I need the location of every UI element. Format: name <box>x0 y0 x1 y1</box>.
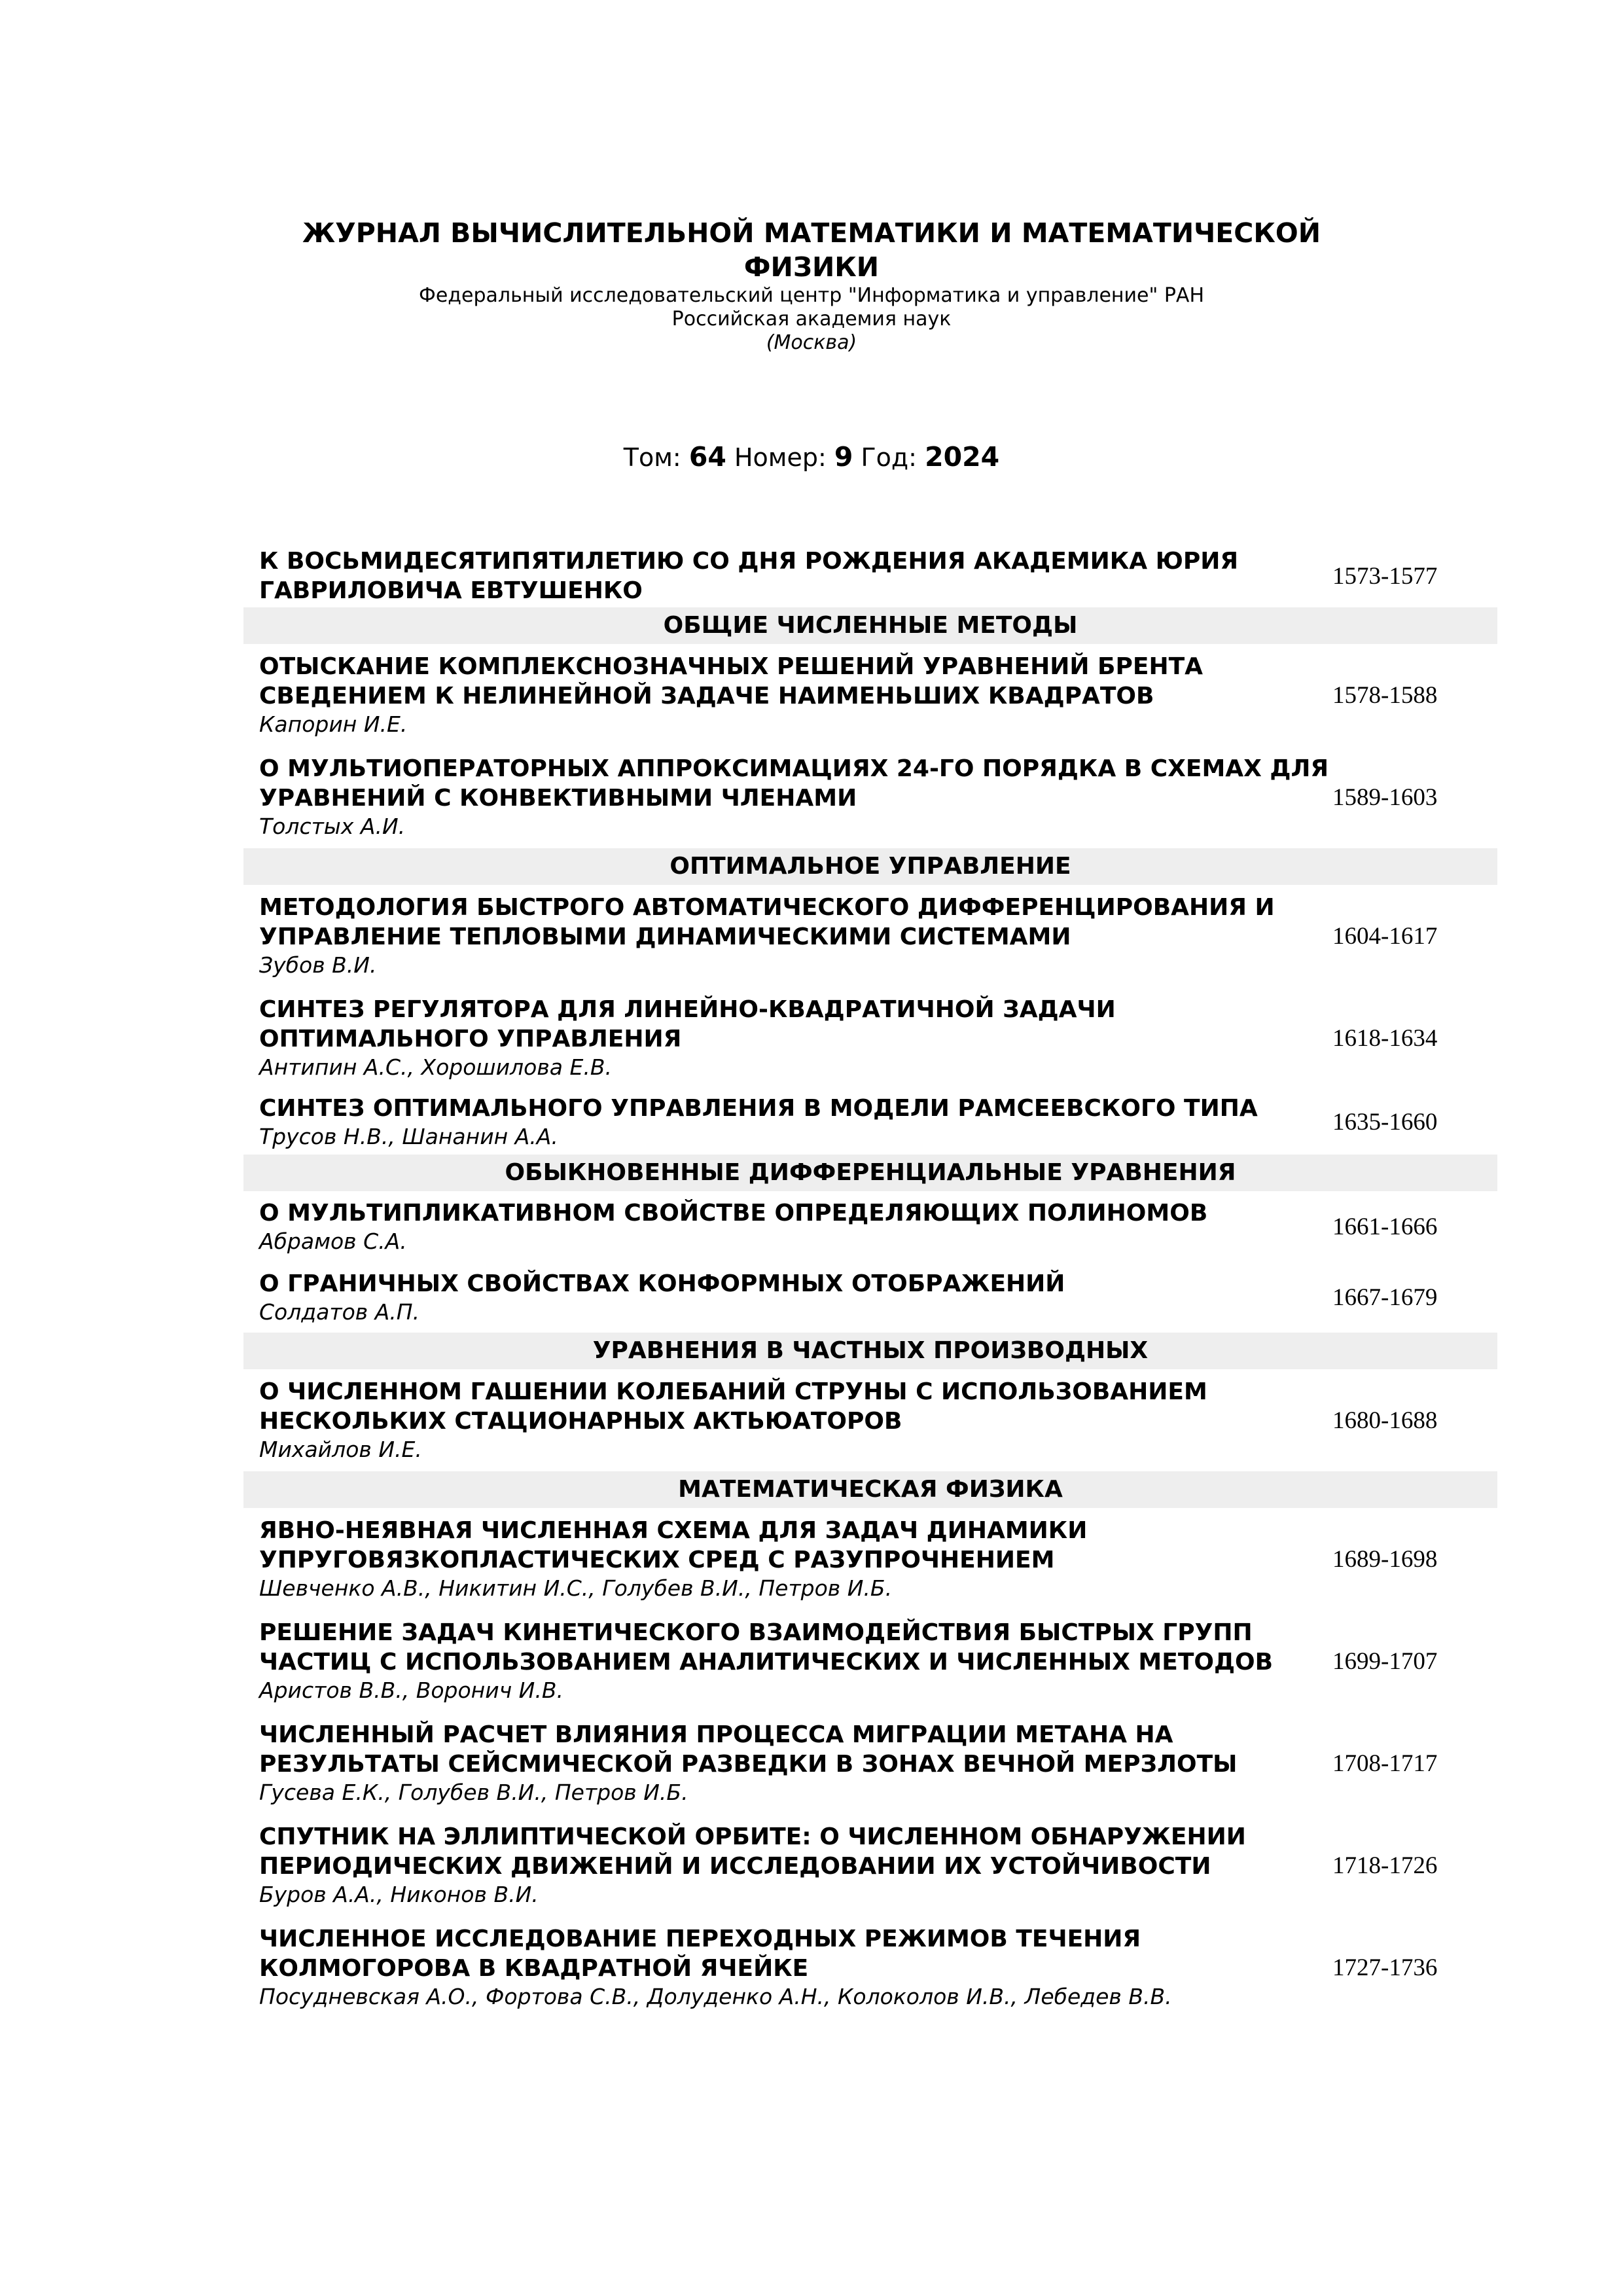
section-heading: МАТЕМАТИЧЕСКАЯ ФИЗИКА <box>243 1471 1497 1508</box>
toc-entry[interactable] <box>243 1191 1497 1262</box>
toc-entry-text <box>243 1269 1332 1326</box>
article-pages: 1727-1736 <box>1332 1954 1438 1981</box>
volume-value: 64 <box>688 441 726 473</box>
toc-entry-text <box>243 652 1332 738</box>
article-pages: 1667-1679 <box>1332 1283 1438 1311</box>
toc-entry-text <box>243 754 1332 840</box>
journal-title-line-1: ЖУРНАЛ ВЫЧИСЛИТЕЛЬНОЙ МАТЕМАТИКИ И МАТЕМАТИЧЕСКОЙ <box>302 217 1321 249</box>
article-authors: Посудневская А.О., Фортова С.В., Долуденко А.Н., Колоколов И.В., Лебедев В.В. <box>259 1984 1172 2009</box>
volume-label: Том: <box>623 443 681 472</box>
toc-entry[interactable] <box>243 1916 1497 2018</box>
article-authors: Буров А.А., Никонов В.И. <box>259 1882 539 1907</box>
article-authors: Абрамов С.А. <box>259 1228 407 1254</box>
article-authors: Трусов Н.В., Шананин А.А. <box>259 1123 558 1149</box>
toc-entry[interactable] <box>243 1508 1497 1610</box>
city: (Москва) <box>766 331 857 354</box>
toc-entry-text <box>243 1094 1332 1151</box>
article-authors: Гусева Е.К., Голубев В.И., Петров И.Б. <box>259 1780 688 1805</box>
article-pages: 1635-1660 <box>1332 1108 1438 1136</box>
number-label: Номер: <box>734 443 827 472</box>
toc-entry[interactable] <box>243 885 1497 987</box>
article-pages: 1680-1688 <box>1332 1407 1438 1434</box>
toc-entry[interactable] <box>243 1089 1497 1155</box>
article-title[interactable]: ЯВНО-НЕЯВНАЯ ЧИСЛЕННАЯ СХЕМА ДЛЯ ЗАДАЧ ДИНАМИКИ УПРУГОВЯЗКОПЛАСТИЧЕСКИХ СРЕД С РАЗУПРОЧНЕНИЕМ <box>259 1517 1088 1573</box>
table-of-contents <box>243 545 1497 2018</box>
toc-entry-text <box>243 1618 1332 1704</box>
article-title[interactable]: ОТЫСКАНИЕ КОМПЛЕКСНОЗНАЧНЫХ РЕШЕНИЙ УРАВНЕНИЙ БРЕНТА СВЕДЕНИЕМ К НЕЛИНЕЙНОЙ ЗАДАЧЕ НАИМЕНЬШИХ КВАДРАТОВ <box>259 653 1203 709</box>
toc-entry[interactable] <box>243 644 1497 746</box>
journal-title-line-2: ФИЗИКИ <box>743 251 880 283</box>
article-title[interactable]: О ГРАНИЧНЫХ СВОЙСТВАХ КОНФОРМНЫХ ОТОБРАЖЕНИЙ <box>259 1270 1065 1297</box>
toc-entry[interactable] <box>243 1610 1497 1712</box>
article-title[interactable]: ЧИСЛЕННЫЙ РАСЧЕТ ВЛИЯНИЯ ПРОЦЕССА МИГРАЦИИ МЕТАНА НА РЕЗУЛЬТАТЫ СЕЙСМИЧЕСКОЙ РАЗВЕДКИ В ЗОНАХ ВЕЧНОЙ МЕРЗЛОТЫ <box>259 1721 1238 1778</box>
toc-entry-intro[interactable] <box>243 545 1497 607</box>
article-title[interactable]: СИНТЕЗ ОПТИМАЛЬНОГО УПРАВЛЕНИЯ В МОДЕЛИ РАМСЕЕВСКОГО ТИПА <box>259 1094 1258 1122</box>
article-authors: Шевченко А.В., Никитин И.С., Голубев В.И., Петров И.Б. <box>259 1575 893 1601</box>
article-pages: 1618-1634 <box>1332 1024 1438 1052</box>
article-pages: 1718-1726 <box>1332 1852 1438 1879</box>
journal-title <box>0 216 1623 355</box>
toc-entry-text <box>243 1822 1332 1909</box>
article-title[interactable]: О МУЛЬТИПЛИКАТИВНОМ СВОЙСТВЕ ОПРЕДЕЛЯЮЩИХ ПОЛИНОМОВ <box>259 1199 1208 1227</box>
toc-entry[interactable] <box>243 1369 1497 1471</box>
article-title[interactable]: ЧИСЛЕННОЕ ИССЛЕДОВАНИЕ ПЕРЕХОДНЫХ РЕЖИМОВ ТЕЧЕНИЯ КОЛМОГОРОВА В КВАДРАТНОЙ ЯЧЕЙКЕ <box>259 1926 1141 1982</box>
toc-entry-text <box>243 1924 1332 2011</box>
article-pages: 1689-1698 <box>1332 1545 1438 1573</box>
toc-entry-text <box>243 1720 1332 1806</box>
year-value: 2024 <box>925 441 1000 473</box>
article-authors: Михайлов И.Е. <box>259 1437 422 1462</box>
article-pages: 1699-1707 <box>1332 1647 1438 1675</box>
article-pages: 1708-1717 <box>1332 1749 1438 1777</box>
article-authors: Капорин И.Е. <box>259 711 408 737</box>
toc-entry[interactable] <box>243 987 1497 1089</box>
article-pages: 1604-1617 <box>1332 922 1438 950</box>
article-title[interactable]: СПУТНИК НА ЭЛЛИПТИЧЕСКОЙ ОРБИТЕ: О ЧИСЛЕННОМ ОБНАРУЖЕНИИ ПЕРИОДИЧЕСКИХ ДВИЖЕНИЙ И ИССЛЕДОВАНИИ ИХ УСТОЙЧИВОСТИ <box>259 1823 1246 1880</box>
article-title[interactable]: РЕШЕНИЕ ЗАДАЧ КИНЕТИЧЕСКОГО ВЗАИМОДЕЙСТВИЯ БЫСТРЫХ ГРУПП ЧАСТИЦ С ИСПОЛЬЗОВАНИЕМ АНАЛИТИЧЕСКИХ И ЧИСЛЕННЫХ МЕТОДОВ <box>259 1619 1274 1676</box>
section-heading: ОБЫКНОВЕННЫЕ ДИФФЕРЕНЦИАЛЬНЫЕ УРАВНЕНИЯ <box>243 1155 1497 1191</box>
article-title[interactable]: О МУЛЬТИОПЕРАТОРНЫХ АППРОКСИМАЦИЯХ 24-ГО ПОРЯДКА В СХЕМАХ ДЛЯ УРАВНЕНИЙ С КОНВЕКТИВНЫМИ ЧЛЕНАМИ <box>259 755 1329 812</box>
article-authors: Антипин А.С., Хорошилова Е.В. <box>259 1054 612 1080</box>
toc-entry[interactable] <box>243 746 1497 848</box>
article-authors: Зубов В.И. <box>259 952 377 978</box>
toc-entry[interactable] <box>243 1712 1497 1814</box>
article-title[interactable]: К ВОСЬМИДЕСЯТИПЯТИЛЕТИЮ СО ДНЯ РОЖДЕНИЯ АКАДЕМИКА ЮРИЯ ГАВРИЛОВИЧА ЕВТУШЕНКО <box>259 548 1239 604</box>
toc-entry-text <box>243 893 1332 979</box>
issue-info <box>0 440 1623 474</box>
publisher: Федеральный исследовательский центр "Информатика и управление" РАН <box>419 284 1204 307</box>
year-label: Год: <box>861 443 917 472</box>
toc-entry-text <box>243 1516 1332 1602</box>
section-heading: ОПТИМАЛЬНОЕ УПРАВЛЕНИЕ <box>243 848 1497 885</box>
toc-entry-text <box>243 995 1332 1081</box>
article-pages: 1661-1666 <box>1332 1213 1438 1240</box>
section-heading: УРАВНЕНИЯ В ЧАСТНЫХ ПРОИЗВОДНЫХ <box>243 1333 1497 1369</box>
article-authors: Аристов В.В., Воронич И.В. <box>259 1677 563 1703</box>
article-title[interactable]: О ЧИСЛЕННОМ ГАШЕНИИ КОЛЕБАНИЙ СТРУНЫ С ИСПОЛЬЗОВАНИЕМ НЕСКОЛЬКИХ СТАЦИОНАРНЫХ АКТЬЮАТОРОВ <box>259 1378 1207 1435</box>
article-title[interactable]: СИНТЕЗ РЕГУЛЯТОРА ДЛЯ ЛИНЕЙНО-КВАДРАТИЧНОЙ ЗАДАЧИ ОПТИМАЛЬНОГО УПРАВЛЕНИЯ <box>259 996 1116 1052</box>
academy: Российская академия наук <box>671 308 952 331</box>
toc-entry[interactable] <box>243 1262 1497 1333</box>
toc-entry-text <box>243 1198 1332 1255</box>
article-title[interactable]: МЕТОДОЛОГИЯ БЫСТРОГО АВТОМАТИЧЕСКОГО ДИФФЕРЕНЦИРОВАНИЯ И УПРАВЛЕНИЕ ТЕПЛОВЫМИ ДИНАМИЧЕСКИМИ СИСТЕМАМИ <box>259 894 1275 950</box>
toc-entry-text <box>243 1377 1332 1463</box>
toc-entry-text <box>243 547 1332 605</box>
article-pages: 1589-1603 <box>1332 783 1438 811</box>
number-value: 9 <box>834 441 853 473</box>
toc-entry[interactable] <box>243 1814 1497 1916</box>
article-authors: Толстых А.И. <box>259 814 406 839</box>
article-pages: 1578-1588 <box>1332 681 1438 709</box>
article-authors: Солдатов А.П. <box>259 1299 420 1325</box>
article-pages: 1573-1577 <box>1332 562 1438 590</box>
section-heading: ОБЩИЕ ЧИСЛЕННЫЕ МЕТОДЫ <box>243 607 1497 644</box>
